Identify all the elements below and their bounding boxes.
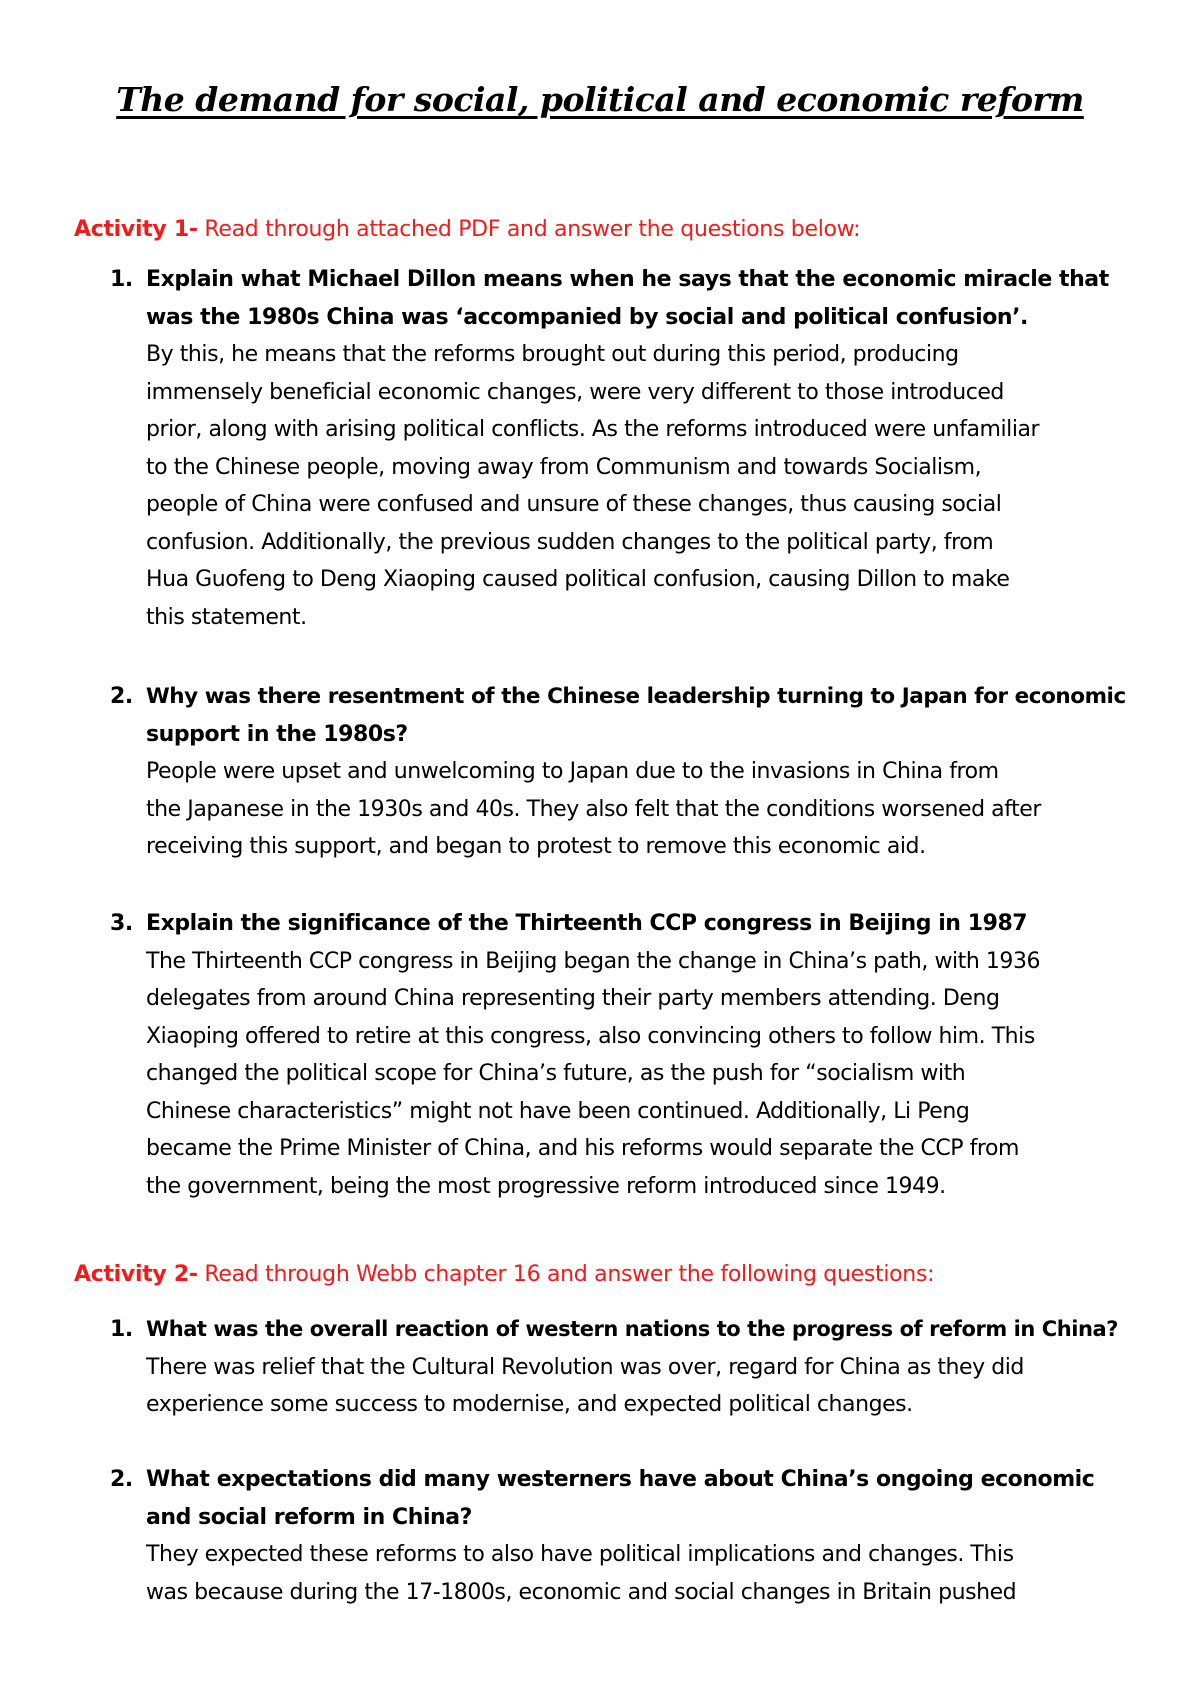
question-number: 2. (110, 684, 133, 709)
answer-line: was because during the 17-1800s, economic and social changes in Britain pushed (146, 1579, 1017, 1605)
question-line: was the 1980s China was ‘accompanied by social and political confusion’. (146, 304, 1028, 330)
question-line: What was the overall reaction of western nations to the progress of reform in China? (146, 1317, 1118, 1341)
answer-line: to the Chinese people, moving away from Communism and towards Socialism, (146, 454, 982, 480)
question-line: Explain what Michael Dillon means when he says that the economic miracle that (146, 267, 1109, 292)
answer-line: the Japanese in the 1930s and 40s. They also felt that the conditions worsened after (146, 796, 1041, 822)
activity-1-heading (74, 211, 1134, 249)
answer-line: People were upset and unwelcoming to Japan due to the invasions in China from (146, 759, 999, 784)
activity-1-instruction: Read through attached PDF and answer the questions below: (197, 217, 861, 242)
question-text (146, 905, 1140, 943)
answer-line: Chinese characteristics” might not have been continued. Additionally, Li Peng (146, 1098, 970, 1124)
answer-text (146, 1536, 1140, 1611)
question-line: and social reform in China? (146, 1504, 472, 1530)
answer-line: prior, along with arising political conflicts. As the reforms introduced were unfamiliar (146, 417, 1040, 442)
answer-line: confusion. Additionally, the previous sudden changes to the political party, from (146, 529, 994, 555)
question-text (146, 1461, 1140, 1536)
answer-line: receiving this support, and began to protest to remove this economic aid. (146, 834, 926, 859)
answer-line: this statement. (146, 604, 307, 630)
document-title: The demand for social, political and economic reform (116, 80, 1084, 119)
question-text (146, 261, 1140, 336)
answer-text (146, 1349, 1140, 1424)
answer-line: Xiaoping offered to retire at this congress, also convincing others to follow him. This (146, 1023, 1035, 1049)
activity-2-heading (74, 1256, 1134, 1294)
answer-line: experience some success to modernise, and expected political changes. (146, 1392, 913, 1417)
answer-line: the government, being the most progressive reform introduced since 1949. (146, 1173, 946, 1199)
activity-1-label: Activity 1- (74, 217, 198, 242)
question-line: Why was there resentment of the Chinese leadership turning to Japan for economic (146, 684, 1126, 709)
question-line: support in the 1980s? (146, 721, 408, 747)
answer-line: There was relief that the Cultural Revolution was over, regard for China as they did (146, 1354, 1024, 1380)
answer-line: The Thirteenth CCP congress in Beijing began the change in China’s path, with 1936 (146, 948, 1041, 974)
answer-text (146, 753, 1140, 866)
question-line: What expectations did many westerners have about China’s ongoing economic (146, 1467, 1095, 1492)
answer-line: Hua Guofeng to Deng Xiaoping caused political confusion, causing Dillon to make (146, 567, 1010, 592)
answer-line: immensely beneficial economic changes, were very different to those introduced (146, 379, 1004, 405)
activity-2-label: Activity 2- (74, 1262, 198, 1287)
answer-line: By this, he means that the reforms brought out during this period, producing (146, 342, 959, 367)
answer-line: people of China were confused and unsure of these changes, thus causing social (146, 492, 1002, 517)
question-text (146, 678, 1140, 753)
question-line: Explain the significance of the Thirteenth CCP congress in Beijing in 1987 (146, 911, 1028, 936)
activity-2-instruction: Read through Webb chapter 16 and answer the following questions: (197, 1262, 935, 1287)
answer-line: delegates from around China representing their party members attending. Deng (146, 986, 1000, 1011)
question-number: 3. (110, 911, 133, 936)
answer-line: changed the political scope for China’s future, as the push for “socialism with (146, 1061, 966, 1086)
question-number: 1. (110, 267, 133, 292)
question-number: 1. (110, 1317, 133, 1342)
answer-line: became the Prime Minister of China, and his reforms would separate the CCP from (146, 1136, 1020, 1161)
question-number: 2. (110, 1467, 133, 1492)
answer-text (146, 336, 1140, 636)
answer-line: They expected these reforms to also have political implications and changes. This (146, 1542, 1014, 1567)
question-text (146, 1311, 1140, 1349)
answer-text (146, 943, 1140, 1206)
